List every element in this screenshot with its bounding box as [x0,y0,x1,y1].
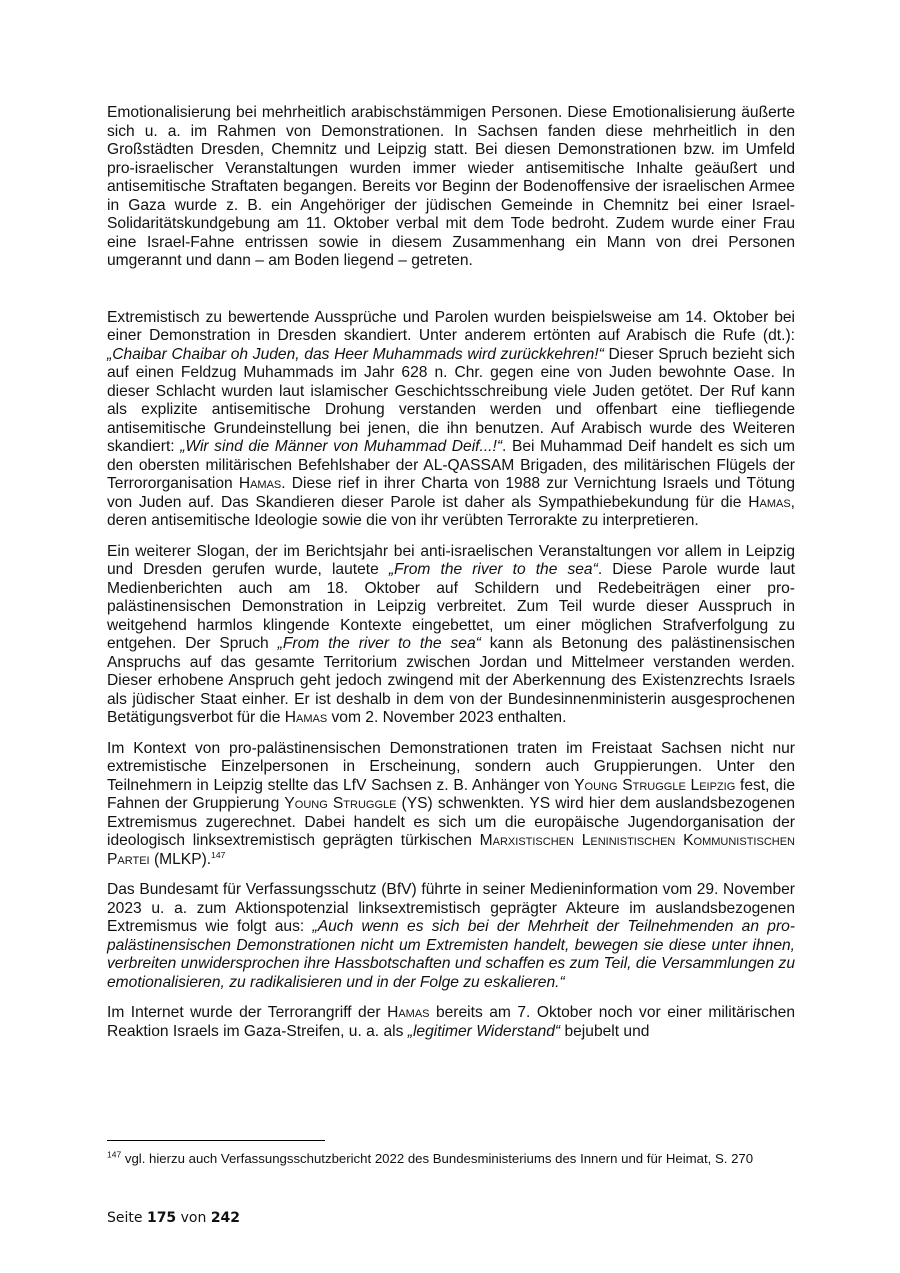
text-span: , deren antisemitische Ideologie sowie die von ihr verübten Terrorakte zu interpretieren. [107,493,795,529]
org-name-hamas: Hamas [284,709,328,726]
footnote-number: 147 [107,1149,122,1160]
page-number-footer [107,1210,240,1226]
text-span: kann als Betonung des palästinensischen Anspruchs auf das gesamte Territorium zwischen Jordan und Mittelmeer verstanden werden. Dieser erhobene Anspruch geht jedoch zwingend mit der Aberkennung des Existenzrechts Israels als jüdischer Staat einher. Er ist deshalb in dem von der Bundesinnenministerin ausgesprochenen Betätigungsverbot für die [107,635,796,726]
text-span: fest, die Fahnen der Gruppierung [107,776,795,812]
text-span: Extremistisch zu bewertende Aussprüche und Parolen wurden beispielsweise am 14. Oktober bei einer Demonstration in Dresden skandiert. Unter anderem ertönten auf Arabisch die Rufe (dt.): [107,308,795,344]
text-span: (MLKP). [149,850,212,868]
text-span: bejubelt und [560,1022,650,1040]
text-span: Im Kontext von pro-palästinensischen Demonstrationen traten im Freistaat Sachsen nicht nur extremistische Einzelpersonen in Erscheinung, sondern auch Gruppierungen. Unter den Teilnehmern in Leipzig stellte das LfV Sachsen z. B. Anhänger von [107,739,795,794]
quote-river-sea: „From the river to the sea“ [277,635,481,652]
quote-river-sea: „From the river to the sea“ [388,561,598,578]
text-span: vom 2. November 2023 enthalten. [327,709,567,726]
footnote-divider [107,1140,325,1141]
total-page-count: 242 [210,1210,241,1226]
org-name-hamas: Hamas [387,1004,430,1021]
footer-label: von [176,1210,211,1226]
text-span: Im Internet wurde der Terrorangriff der [107,1004,388,1021]
org-name-hamas: Hamas [238,475,282,492]
page-body [107,104,795,1041]
paragraph-3 [107,543,795,728]
paragraph-2 [107,309,795,531]
org-name-mlkp: Marxistischen Leninistischen Kommunistischen Partei [107,832,795,868]
quote-legitimer-widerstand: „legitimer Widerstand“ [407,1022,561,1040]
text-span: Ein weiterer Slogan, der im Berichtsjahr bei anti-israelischen Veranstaltungen vor allem in Leipzig und Dresden gerufen wurde, lautete [107,542,795,578]
org-name-young-struggle-leipzig: Young Struggle Leipzig [574,776,736,794]
quote-chaibar: „Chaibar Chaibar oh Juden, das Heer Muhammads wird zurückkehren!“ [107,345,604,363]
text-span: . Bei Muhammad Deif handelt es sich um den obersten militärischen Befehlshaber der AL-QASSAM Brigaden, des militärischen Flügels der Terrororganisation [107,438,795,492]
footnote [107,1150,797,1168]
org-name-hamas: Hamas [748,493,791,511]
text-span: Das Bundesamt für Verfassungsschutz (BfV) führte in seiner Medieninformation vom 29. November 2023 u. a. zum Aktionspotenzial linksextremistisch geprägter Akteure im auslandsbezogenen Extremismus wie folgt aus: [107,881,795,935]
paragraph-6 [107,1004,795,1041]
paragraph-1: Emotionalisierung bei mehrheitlich arabischstämmigen Personen. Diese Emotionalisierung äußerte sich u. a. im Rahmen von Demonstrationen. In Sachsen fanden diese mehrheitlich in den Großstädten Dresden, Chemnitz und Leipzig statt. Bei diesen Demonstrationen bzw. im Umfeld pro-israelischer Veranstaltungen wurden immer wieder antisemitische Inhalte geäußert und antisemitische Straftaten begangen. Bereits vor Beginn der Bodenoffensive der israelischen Armee in Gaza wurde z. B. ein Angehöriger der jüdischen Gemeinde in Chemnitz bei einer Israel-Solidaritätskundgebung am 11. Oktober verbal mit dem Tode bedroht. Zudem wurde einer Frau eine Israel-Fahne entrissen sowie in diesem Zusammenhang ein Mann von drei Personen umgerannt und dann – am Boden liegend – getreten. [107,104,795,269]
text-span: (YS) schwenkten. YS wird hier dem auslandsbezogenen Extremismus zugerechnet. Dabei handelt es sich um die europäische Jugendorganisation der ideologisch linksextremistisch geprägten türkischen [107,795,795,849]
text-span: . Diese rief in ihrer Charta von 1988 zur Vernichtung Israels und Tötung von Juden auf. Das Skandieren dieser Parole ist daher als Sympathiebekundung für die [107,475,795,511]
org-name-young-struggle: Young Struggle [284,795,397,812]
footer-label: Seite [107,1210,147,1226]
quote-deif: „Wir sind die Männer von Muhammad Deif...!“ [180,438,503,455]
footnote-text: vgl. hierzu auch Verfassungsschutzbericht 2022 des Bundesministeriums des Innern und für Heimat, S. 270 [121,1151,754,1166]
quote-bfv: „Auch wenn es sich bei der Mehrheit der Teilnehmenden an pro-palästinensischen Demonstrationen nicht um Extremisten handelt, bewegen sie diese unter ihnen, verbreiten unwidersprochen ihre Hassbotschaften und schaffen es zum Teil, die Versammlungen zu emotionalisieren, zu radikalisieren und in der Folge zu eskalieren.“ [107,918,795,991]
paragraph-5 [107,881,795,992]
current-page-number: 175 [146,1210,177,1226]
footnote-reference[interactable]: 147 [211,849,226,860]
text-span: Dieser Spruch bezieht sich auf einen Feldzug Muhammads im Jahr 628 n. Chr. gegen eine von Juden bewohnte Oase. In dieser Schlacht wurden laut islamischer Geschichtsschreibung viele Juden getötet. Der Ruf kann als explizite antisemitische Drohung verstanden werden und offenbart eine tiefliegende antisemitische Grundeinstellung bei jenen, die ihn benutzen. Auf Arabisch wurde des Weiteren skandiert: [107,345,795,455]
text-span: bereits am 7. Oktober noch vor einer militärischen Reaktion Israels im Gaza-Streifen, u. a. als [107,1004,795,1040]
paragraph-4 [107,740,795,870]
text-span: . Diese Parole wurde laut Medienberichten auch am 18. Oktober auf Schildern und Redebeiträgen einer pro-palästinensischen Demonstration in Leipzig verbreitet. Zum Teil wurde dieser Ausspruch in weitgehend harmlos klingende Kontexte eingebettet, um einer möglichen Strafverfolgung zu entgehen. Der Spruch [107,561,795,652]
